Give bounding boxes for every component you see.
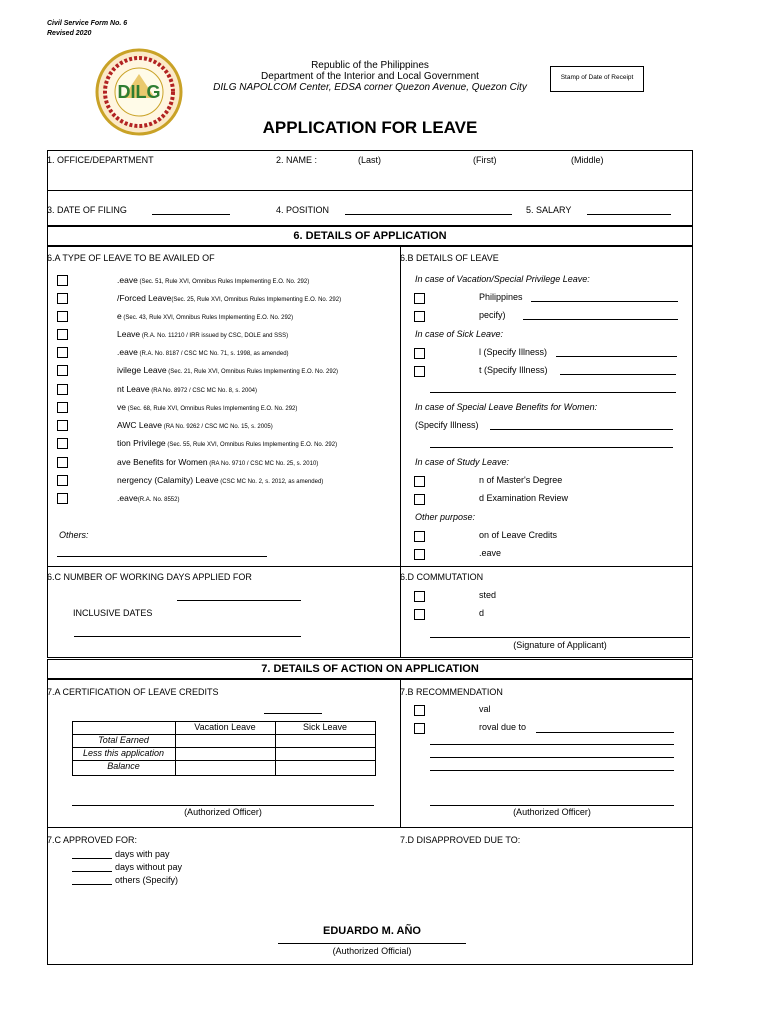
days-without-pay-field[interactable] xyxy=(72,871,112,872)
applicant-signature-label: (Signature of Applicant) xyxy=(513,640,607,650)
department-line: Department of the Interior and Local Government xyxy=(261,71,479,82)
recommendation-title: 7.B RECOMMENDATION xyxy=(400,687,503,697)
recommendation-checkbox[interactable] xyxy=(414,705,425,716)
position-field[interactable] xyxy=(345,214,512,215)
table-row-label: Less this application xyxy=(82,748,165,758)
section7-vdivider xyxy=(400,679,401,827)
office-label: 1. OFFICE/DEPARTMENT xyxy=(47,155,154,165)
recommendation-field[interactable] xyxy=(430,757,674,758)
leave-type-label: .eave xyxy=(117,347,138,357)
leave-checkbox[interactable] xyxy=(57,293,68,304)
middle-name-label: (Middle) xyxy=(571,155,604,165)
leave-checkbox[interactable] xyxy=(57,275,68,286)
leave-checkbox[interactable] xyxy=(57,420,68,431)
leave-type-ref: (RA No. 8972 / CSC MC No. 8, s. 2004) xyxy=(149,388,258,394)
leave-type-label: tion Privilege xyxy=(117,438,166,448)
leave-type-label: nt Leave xyxy=(117,384,150,394)
study-checkbox[interactable] xyxy=(414,476,425,487)
section7-hdivider xyxy=(47,827,692,828)
sick-option-label: t (Specify Illness) xyxy=(479,365,548,375)
leave-type-ref: (CSC MC No. 2, s. 2012, as amended) xyxy=(218,479,324,485)
inclusive-dates-label: INCLUSIVE DATES xyxy=(73,608,153,618)
leave-checkbox[interactable] xyxy=(57,311,68,322)
vacation-option-label: pecify) xyxy=(479,310,506,320)
working-days-title: 6.C NUMBER OF WORKING DAYS APPLIED FOR xyxy=(47,572,252,582)
leave-type-ref: (Sec. 68, Rule XVI, Omnibus Rules Implementing E.O. No. 292) xyxy=(125,406,298,412)
recommendation-signature-line[interactable] xyxy=(430,805,674,806)
others-label: Others: xyxy=(59,530,89,540)
leave-checkbox[interactable] xyxy=(57,475,68,486)
study-option-label: d Examination Review xyxy=(479,493,569,503)
table-header-vacation: Vacation Leave xyxy=(194,722,256,732)
salary-label: 5. SALARY xyxy=(526,205,572,215)
salary-field[interactable] xyxy=(587,214,671,215)
certification-signature-line[interactable] xyxy=(72,805,374,806)
leave-checkbox[interactable] xyxy=(57,493,68,504)
leave-type-ref: (Sec. 25, Rule XVI, Omnibus Rules Implementing E.O. No. 292) xyxy=(171,297,342,303)
recommendation-option-label: val xyxy=(479,704,491,714)
vacation-field[interactable] xyxy=(523,319,678,320)
leave-checkbox[interactable] xyxy=(57,365,68,376)
details-of-leave-title: 6.B DETAILS OF LEAVE xyxy=(400,253,499,263)
commutation-option-label: sted xyxy=(479,590,497,600)
sick-heading: In case of Sick Leave: xyxy=(415,329,504,339)
women-option-label: (Specify Illness) xyxy=(415,420,479,430)
first-name-label: (First) xyxy=(473,155,497,165)
vacation-field[interactable] xyxy=(531,301,678,302)
leave-checkbox[interactable] xyxy=(57,402,68,413)
leave-type-label: ve xyxy=(117,402,126,412)
disapproved-title: 7.D DISAPPROVED DUE TO: xyxy=(400,835,521,845)
others-specify-field[interactable] xyxy=(72,884,112,885)
position-label: 4. POSITION xyxy=(276,205,330,215)
days-without-pay-label: days without pay xyxy=(115,862,183,872)
applicant-signature-line[interactable] xyxy=(430,637,690,638)
leave-checkbox[interactable] xyxy=(57,329,68,340)
sick-field[interactable] xyxy=(556,356,677,357)
recommendation-field[interactable] xyxy=(430,770,674,771)
leave-type-ref: (R.A. No. 8187 / CSC MC No. 71, s. 1998, as amended) xyxy=(137,351,289,357)
commutation-title: 6.D COMMUTATION xyxy=(400,572,484,582)
section7-title: 7. DETAILS OF ACTION ON APPLICATION xyxy=(261,663,479,675)
address-line: DILG NAPOLCOM Center, EDSA corner Quezon Avenue, Quezon City xyxy=(213,82,527,93)
table-row-label: Total Earned xyxy=(98,735,149,745)
leave-type-ref: (RA No. 9262 / CSC MC No. 15, s. 2005) xyxy=(162,424,273,430)
section7-title-bar xyxy=(47,659,693,679)
vacation-heading: In case of Vacation/Special Privilege Leave: xyxy=(415,274,590,284)
leave-type-label: /Forced Leave xyxy=(117,293,172,303)
others-field[interactable] xyxy=(57,556,267,557)
certification-date-field[interactable] xyxy=(264,713,322,714)
other-purpose-checkbox[interactable] xyxy=(414,531,425,542)
leave-type-ref: (R.A. No. 11210 / IRR issued by CSC, DOLE and SSS) xyxy=(140,333,289,339)
leave-checkbox[interactable] xyxy=(57,438,68,449)
section1-divider xyxy=(47,190,692,191)
leave-type-label: ave Benefits for Women xyxy=(117,457,208,467)
leave-type-label: .eave xyxy=(117,275,138,285)
leave-type-label: Leave xyxy=(117,329,141,339)
sick-checkbox[interactable] xyxy=(414,348,425,359)
certification-title: 7.A CERTIFICATION OF LEAVE CREDITS xyxy=(47,687,219,697)
sick-checkbox[interactable] xyxy=(414,366,425,377)
section6-vdivider xyxy=(400,246,401,657)
logo-text: DILG xyxy=(117,82,161,102)
republic-line: Republic of the Philippines xyxy=(311,60,429,71)
last-name-label: (Last) xyxy=(358,155,382,165)
section6-hdivider xyxy=(47,566,692,567)
vacation-checkbox[interactable] xyxy=(414,293,425,304)
recommendation-officer-label: (Authorized Officer) xyxy=(513,807,591,817)
women-heading: In case of Special Leave Benefits for Women: xyxy=(415,402,598,412)
official-name: EDUARDO M. AÑO xyxy=(323,925,421,937)
other-purpose-label: on of Leave Credits xyxy=(479,530,558,540)
women-field[interactable] xyxy=(490,429,673,430)
vacation-option-label: Philippines xyxy=(479,292,523,302)
leave-type-ref: (RA No. 9710 / CSC MC No. 25, s. 2010) xyxy=(207,461,319,467)
working-days-field[interactable] xyxy=(177,600,301,601)
section6-title: 6. DETAILS OF APPLICATION xyxy=(293,230,447,242)
sick-field[interactable] xyxy=(560,374,676,375)
leave-type-label: nergency (Calamity) Leave xyxy=(117,475,219,485)
dilg-logo xyxy=(95,48,183,136)
form-title: APPLICATION FOR LEAVE xyxy=(262,118,478,137)
commutation-option-label: d xyxy=(479,608,485,618)
leave-type-ref: (R.A. No. 8552) xyxy=(137,497,180,503)
sick-option-label: l (Specify Illness) xyxy=(479,347,548,357)
date-filing-label: 3. DATE OF FILING xyxy=(47,205,127,215)
other-purpose-heading: Other purpose: xyxy=(415,512,476,522)
stamp-label: Stamp of Date of Receipt xyxy=(560,74,634,81)
leave-type-label: AWC Leave xyxy=(117,420,163,430)
commutation-checkbox[interactable] xyxy=(414,591,425,602)
vacation-checkbox[interactable] xyxy=(414,311,425,322)
certification-officer-label: (Authorized Officer) xyxy=(184,807,262,817)
other-purpose-checkbox[interactable] xyxy=(414,549,425,560)
type-of-leave-title: 6.A TYPE OF LEAVE TO BE AVAILED OF xyxy=(47,253,215,263)
official-signature-line[interactable] xyxy=(278,943,466,944)
days-with-pay-field[interactable] xyxy=(72,858,112,859)
leave-credits-table xyxy=(72,721,375,775)
sick-field[interactable] xyxy=(430,392,676,393)
inclusive-dates-field[interactable] xyxy=(74,636,301,637)
table-row-label: Balance xyxy=(107,761,140,771)
leave-type-label: ivilege Leave xyxy=(117,365,167,375)
date-filing-field[interactable] xyxy=(152,214,230,215)
days-with-pay-label: days with pay xyxy=(115,849,170,859)
study-option-label: n of Master's Degree xyxy=(479,475,563,485)
leave-type-label: e xyxy=(117,311,122,321)
recommendation-field[interactable] xyxy=(430,744,674,745)
official-role: (Authorized Official) xyxy=(332,946,412,956)
table-header-sick: Sick Leave xyxy=(302,722,348,732)
leave-type-label: .eave xyxy=(117,493,138,503)
study-checkbox[interactable] xyxy=(414,494,425,505)
leave-checkbox[interactable] xyxy=(57,347,68,358)
leave-checkbox[interactable] xyxy=(57,384,68,395)
leave-type-ref: (Sec. 43, Rule XVI, Omnibus Rules Implementing E.O. No. 292) xyxy=(121,315,294,321)
approved-for-title: 7.C APPROVED FOR: xyxy=(47,835,138,845)
section6-box xyxy=(47,246,693,658)
section6-title-bar xyxy=(47,226,693,246)
others-specify-label: others (Specify) xyxy=(115,875,179,885)
form-number: Civil Service Form No. 6 xyxy=(47,20,128,27)
name-label: 2. NAME : xyxy=(276,155,318,165)
leave-type-ref: (Sec. 51, Rule XVI, Omnibus Rules Implementing E.O. No. 292) xyxy=(137,279,310,285)
leave-checkbox[interactable] xyxy=(57,457,68,468)
stamp-box xyxy=(550,66,644,92)
other-purpose-label: .eave xyxy=(479,548,502,558)
recommendation-checkbox[interactable] xyxy=(414,723,425,734)
form-revised: Revised 2020 xyxy=(47,30,92,37)
commutation-checkbox[interactable] xyxy=(414,609,425,620)
leave-type-ref: (Sec. 21, Rule XVI, Omnibus Rules Implementing E.O. No. 292) xyxy=(166,369,339,375)
women-field[interactable] xyxy=(430,447,673,448)
leave-type-ref: (Sec. 55, Rule XVI, Omnibus Rules Implementing E.O. No. 292) xyxy=(165,442,338,448)
recommendation-option-label: roval due to xyxy=(479,722,527,732)
study-heading: In case of Study Leave: xyxy=(415,457,510,467)
recommendation-field[interactable] xyxy=(536,732,674,733)
